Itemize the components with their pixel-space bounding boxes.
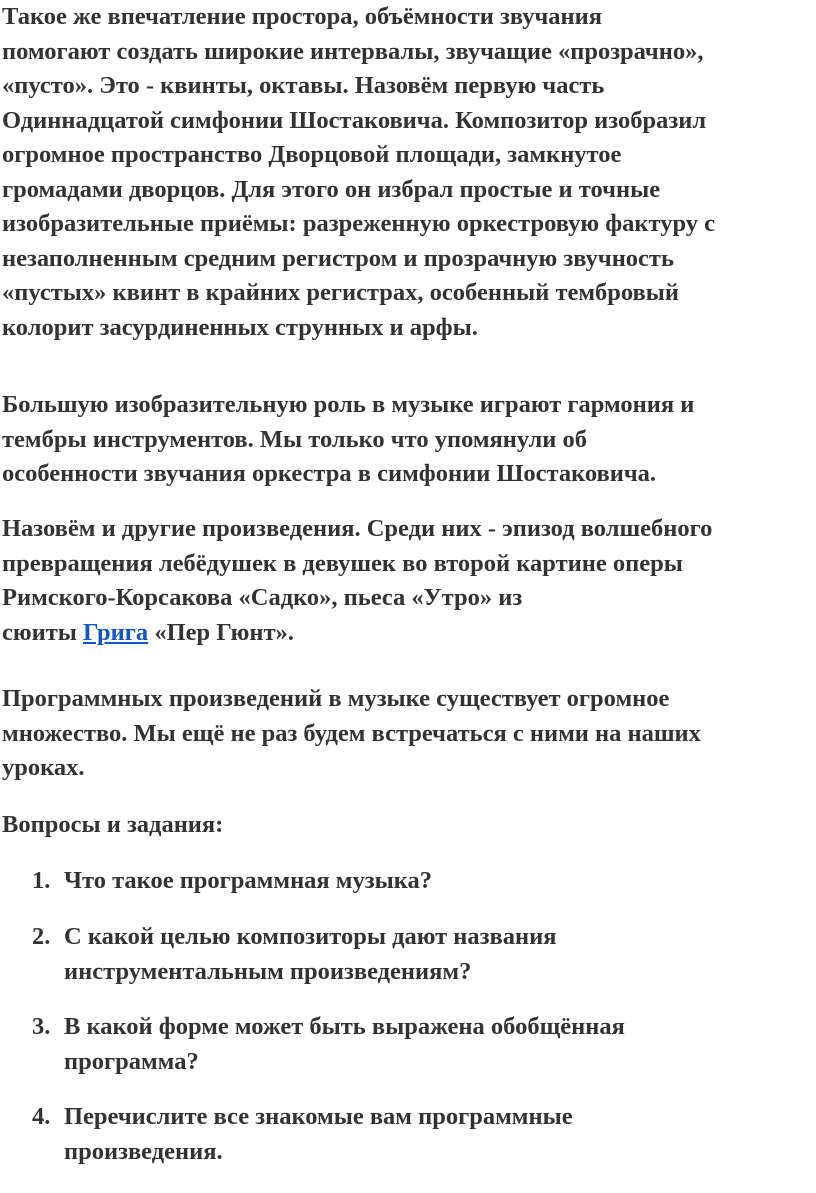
text-line: особенности звучания оркестра в симфонии Шостаковича. xyxy=(2,460,657,487)
questions-heading: Вопросы и задания: xyxy=(2,811,224,838)
grieg-link[interactable]: Грига xyxy=(83,618,149,646)
text-line: Такое же впечатление простора, объёмности звучания xyxy=(2,3,603,30)
question-text xyxy=(64,920,556,989)
text-line: инструментальным произведениям? xyxy=(64,957,472,985)
text-line: «пустых» квинт в крайних регистрах, особенный тембровый xyxy=(2,279,680,306)
text-line: громадами дворцов. Для этого он избрал простые и точные xyxy=(2,175,661,203)
text-line: огромное пространство Дворцовой площади, замкнутое xyxy=(2,141,622,168)
text-line: изобразительные приёмы: разреженную оркестровую фактуру с xyxy=(2,210,716,237)
text-line: программа? xyxy=(64,1047,199,1075)
text-line: уроках. xyxy=(2,754,85,781)
question-text xyxy=(64,1010,625,1079)
text-fragment: сюиты xyxy=(2,618,84,646)
question-number: 1. xyxy=(32,867,51,894)
text-line: С какой целью композиторы дают названия xyxy=(64,923,557,950)
text-line: Назовём и другие произведения. Среди них - эпизод волшебного xyxy=(2,515,713,542)
text-line: Большую изобразительную роль в музыке играют гармония и xyxy=(2,391,695,418)
question-text xyxy=(64,864,432,899)
text-line: «пусто». Это - квинты, октавы. Назовём первую часть xyxy=(2,72,605,99)
paragraph-intervals xyxy=(2,0,715,345)
text-fragment: «Пер Гюнт». xyxy=(148,618,294,646)
text-line: Римского-Корсакова «Садко», пьеса «Утро» из xyxy=(2,584,523,611)
text-line: Одиннадцатой симфонии Шостаковича. Композитор изобразил xyxy=(2,106,707,134)
text-line: Что такое программная музыка? xyxy=(64,867,432,894)
text-line: множество. Мы ещё не раз будем встречаться с ними на наших xyxy=(2,719,701,747)
text-line: Перечислите все знакомые вам программные xyxy=(64,1103,573,1130)
paragraph-other-works xyxy=(2,512,712,650)
text-line: колорит засурдиненных струнных и арфы. xyxy=(2,313,478,341)
text-line: незаполненным средним регистром и прозрачную звучность xyxy=(2,244,674,272)
text-line: Программных произведений в музыке существует огромное xyxy=(2,685,670,712)
text-line: произведения. xyxy=(64,1137,223,1165)
question-text xyxy=(64,1100,573,1169)
text-line: В какой форме может быть выражена обобщённая xyxy=(64,1013,625,1040)
text-line: тембры инструментов. Мы только что упомянули об xyxy=(2,425,588,453)
text-line-with-link xyxy=(2,616,712,651)
question-number: 4. xyxy=(32,1103,51,1130)
question-number: 2. xyxy=(32,923,51,950)
paragraph-program-works xyxy=(2,682,701,786)
text-line: помогают создать широкие интервалы, звучащие «прозрачно», xyxy=(2,37,704,65)
paragraph-harmony xyxy=(2,388,694,492)
question-number: 3. xyxy=(32,1013,51,1040)
text-line: превращения лебёдушек в девушек во второй картине оперы xyxy=(2,549,683,577)
